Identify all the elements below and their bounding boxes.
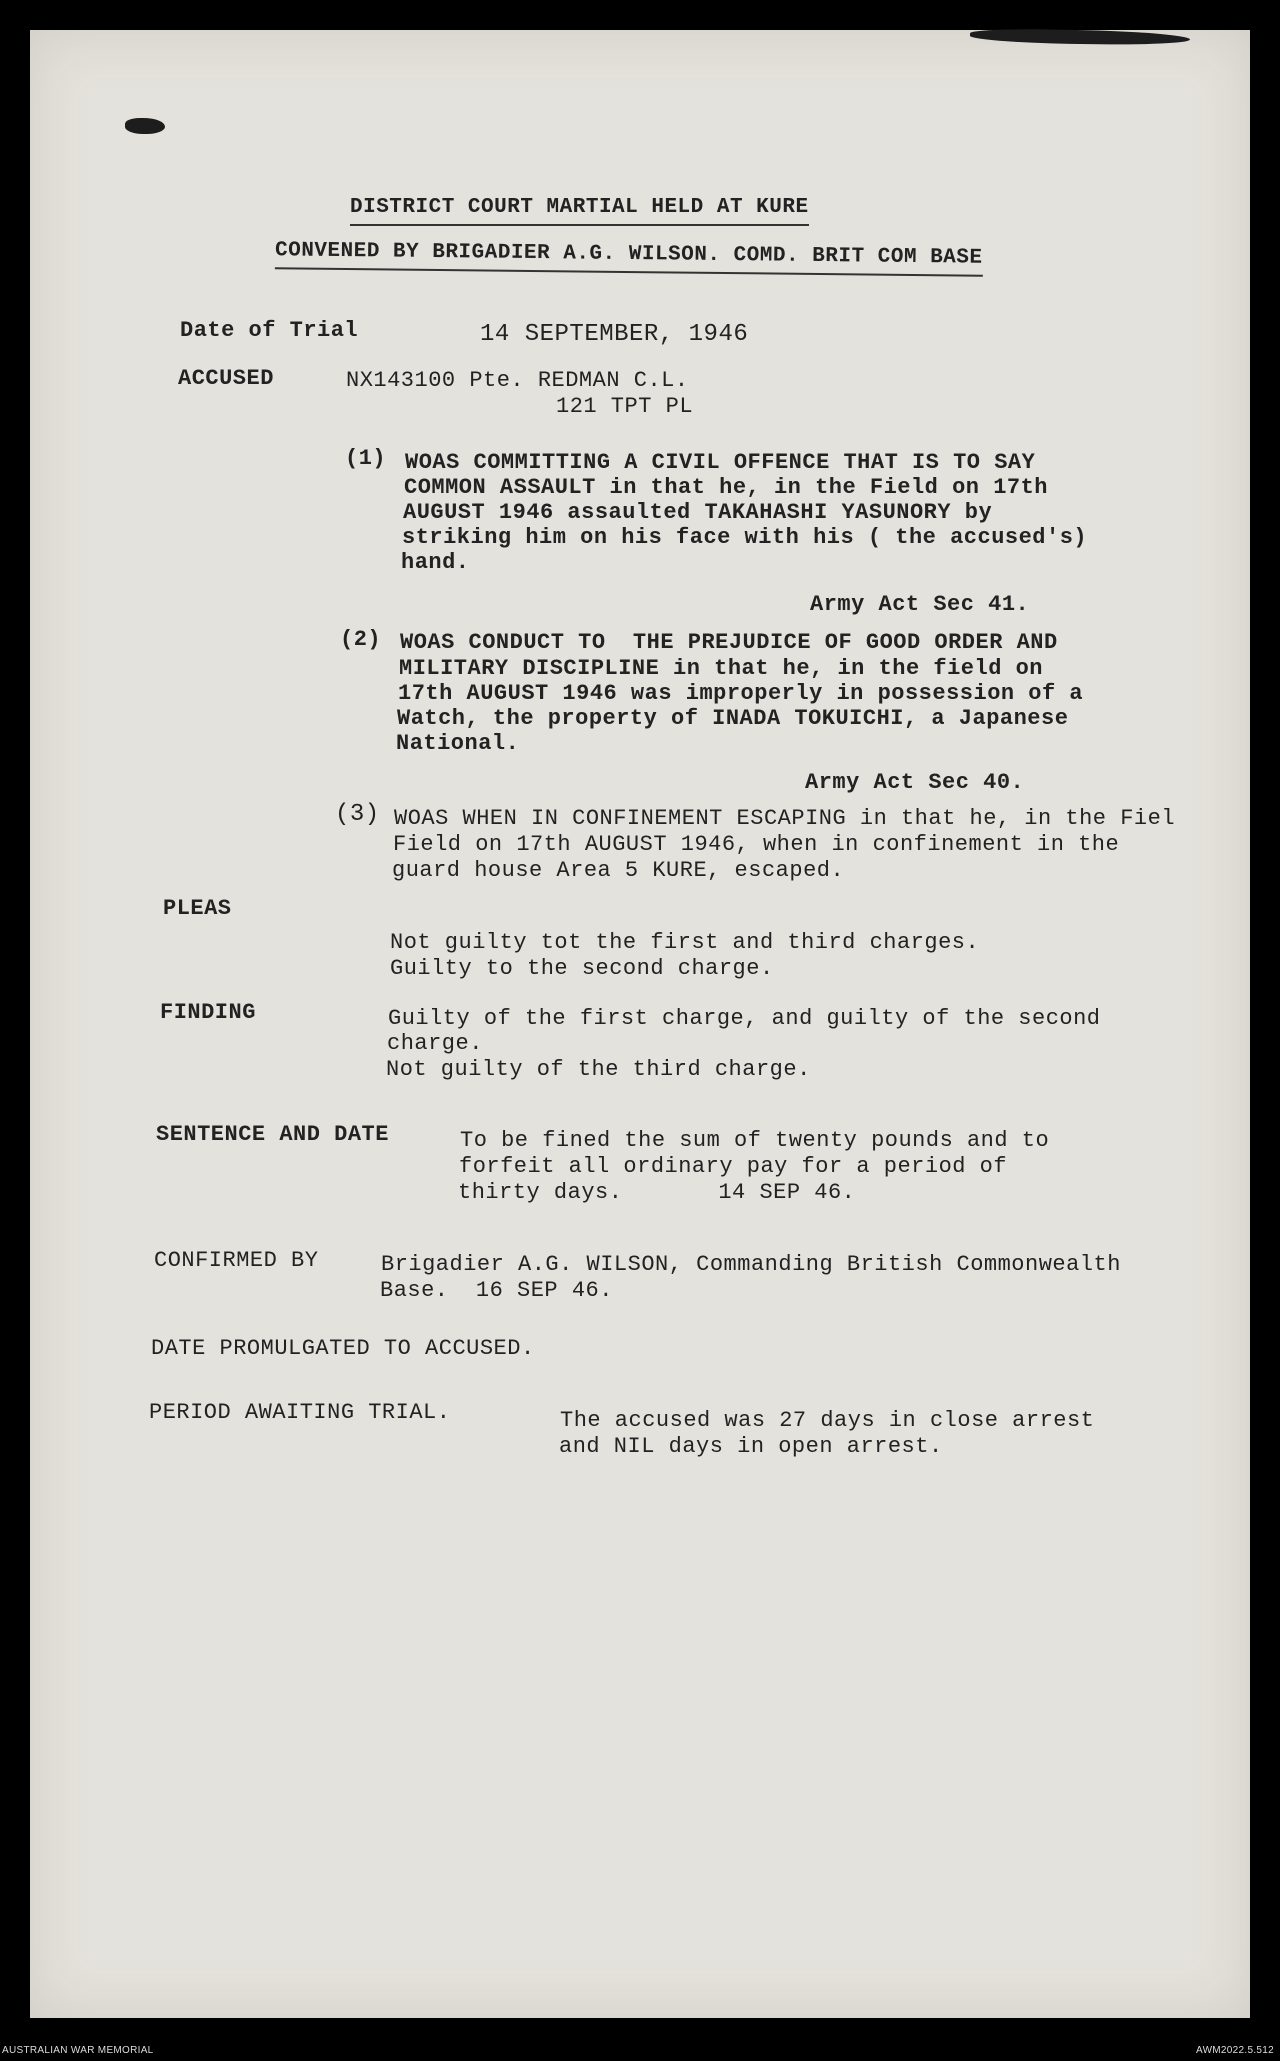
heading-court: DISTRICT COURT MARTIAL HELD AT KURE	[350, 195, 809, 226]
pleas-line: Not guilty tot the first and third charges.	[390, 930, 980, 955]
charge-text-line: COMMON ASSAULT in that he, in the Field on 17th	[404, 475, 1049, 500]
sentence-line: thirty days. 14 SEP 46.	[458, 1180, 856, 1205]
period-label: PERIOD AWAITING TRIAL.	[149, 1400, 451, 1425]
document-page	[30, 30, 1250, 2018]
ink-blot	[970, 28, 1190, 46]
finding-label: FINDING	[160, 1000, 256, 1025]
accused-unit: 121 TPT PL	[556, 394, 694, 419]
confirmed-label: CONFIRMED BY	[154, 1248, 319, 1273]
charge-text-line: WOAS CONDUCT TO THE PREJUDICE OF GOOD ORDER AND	[400, 630, 1058, 655]
charge-number: (3)	[335, 801, 380, 828]
charge-text-line: Watch, the property of INADA TOKUICHI, a Japanese	[397, 706, 1069, 731]
charge-text-line: AUGUST 1946 assaulted TAKAHASHI YASUNORY by	[403, 500, 993, 525]
period-line: The accused was 27 days in close arrest	[560, 1408, 1095, 1433]
charge-text-line: striking him on his face with his ( the accused's)	[402, 525, 1088, 550]
finding-line: Not guilty of the third charge.	[386, 1057, 811, 1082]
charge-number: (2)	[340, 627, 382, 652]
charge-text-line: Field on 17th AUGUST 1946, when in confinement in the	[393, 832, 1120, 857]
promulgated-label: DATE PROMULGATED TO ACCUSED.	[151, 1336, 535, 1361]
charge-text-line: WOAS COMMITTING A CIVIL OFFENCE THAT IS TO SAY	[405, 450, 1036, 475]
charge-text-line: hand.	[401, 550, 470, 575]
army-act-reference: Army Act Sec 40.	[805, 770, 1025, 795]
confirmed-line: Base. 16 SEP 46.	[380, 1278, 613, 1303]
accused-name: NX143100 Pte. REDMAN C.L.	[346, 368, 689, 393]
charge-text-line: National.	[396, 731, 520, 756]
finding-line: charge.	[387, 1031, 483, 1056]
army-act-reference: Army Act Sec 41.	[810, 592, 1030, 617]
accused-label: ACCUSED	[178, 366, 274, 391]
charge-text-line: 17th AUGUST 1946 was improperly in possession of a	[398, 681, 1084, 706]
confirmed-line: Brigadier A.G. WILSON, Commanding British Commonwealth	[381, 1252, 1121, 1277]
trial-date-value: 14 SEPTEMBER, 1946	[480, 321, 749, 348]
pleas-line: Guilty to the second charge.	[390, 956, 774, 981]
footer-accession-number: AWM2022.5.512	[1195, 2045, 1274, 2056]
ink-blot	[125, 118, 165, 134]
charge-text-line: WOAS WHEN IN CONFINEMENT ESCAPING in that he, in the Fiel	[394, 806, 1176, 831]
charge-number: (1)	[345, 446, 387, 471]
trial-date-label: Date of Trial	[180, 318, 359, 343]
charge-text-line: MILITARY DISCIPLINE in that he, in the field on	[399, 656, 1044, 681]
heading-convened: CONVENED BY BRIGADIER A.G. WILSON. COMD. BRIT COM BASE	[275, 238, 983, 276]
sentence-label: SENTENCE AND DATE	[156, 1122, 389, 1147]
period-line: and NIL days in open arrest.	[559, 1434, 943, 1459]
pleas-label: PLEAS	[163, 896, 232, 921]
finding-line: Guilty of the first charge, and guilty of the second	[388, 1006, 1101, 1031]
footer-institution: AUSTRALIAN WAR MEMORIAL	[2, 2045, 154, 2056]
sentence-line: forfeit all ordinary pay for a period of	[459, 1154, 1008, 1179]
charge-text-line: guard house Area 5 KURE, escaped.	[392, 858, 845, 883]
sentence-line: To be fined the sum of twenty pounds and to	[460, 1128, 1050, 1153]
